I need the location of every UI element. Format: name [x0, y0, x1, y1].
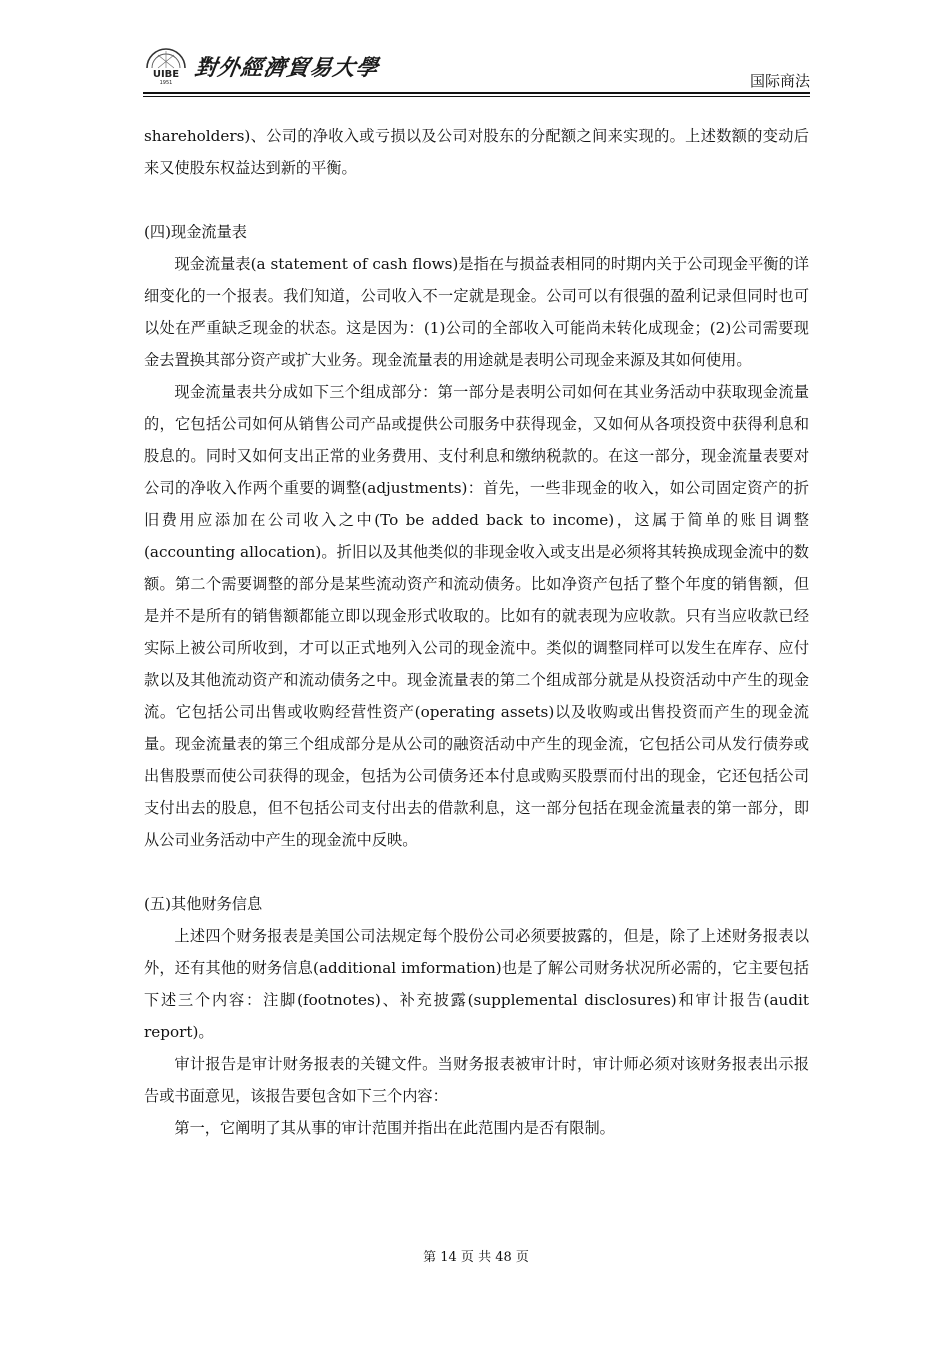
page-header	[143, 40, 810, 96]
university-name: 對外經濟貿易大學	[192, 54, 381, 81]
section-heading-other-info: (五)其他财务信息	[144, 895, 263, 913]
paragraph-audit-first: 第一，它阐明了其从事的审计范围并指出在此范围内是否有限制。	[174, 1119, 615, 1137]
paragraph-other-info: 上述四个财务报表是美国公司法规定每个股份公司必须要披露的，但是，除了上述财务报表以外，还有其他的财务信息(additional imformation)也是了解公司财务状况所必需的，它主要包括下述三个内容：注脚(footnotes)、补充披露(supplemental disclosures)和审计报告(audit report)。	[144, 927, 809, 1041]
page-number: 第 14 页 共 48 页	[423, 1250, 529, 1265]
svg-text:1951: 1951	[159, 80, 173, 86]
document-body	[144, 120, 809, 1144]
university-logo	[143, 46, 379, 86]
course-title: 国际商法	[749, 73, 810, 90]
paragraph-audit-report: 审计报告是审计财务报表的关键文件。当财务报表被审计时，审计师必须对该财务报表出示报告或书面意见，该报告要包含如下三个内容：	[144, 1055, 809, 1105]
paragraph-cash-flow-components: 现金流量表共分成如下三个组成部分：第一部分是表明公司如何在其业务活动中获取现金流量的，它包括公司如何从销售公司产品或提供公司服务中获得现金，又如何从各项投资中获得利息和股息的。同时又如何支出正常的业务费用、支付利息和缴纳税款的。在这一部分，现金流量表要对公司的净收入作两个重要的调整(adjustments)：首先，一些非现金的收入，如公司固定资产的折旧费用应添加在公司收入之中(To be added back to income)，这属于简单的账目调整(accounting allocation)。折旧以及其他类似的非现金收入或支出是必须将其转换成现金流中的数额。第二个需要调整的部分是某些流动资产和流动债务。比如净资产包括了整个年度的销售额，但是并不是所有的销售额都能立即以现金形式收取的。比如有的就表现为应收款。只有当应收款已经实际上被公司所收到，才可以正式地列入公司的现金流中。类似的调整同样可以发生在库存、应付款以及其他流动资产和流动债务之中。现金流量表的第二个组成部分就是从投资活动中产生的现金流。它包括公司出售或收购经营性资产(operating assets)以及收购或出售投资而产生的现金流量。现金流量表的第三个组成部分是从公司的融资活动中产生的现金流，它包括公司从发行债券或出售股票而使公司获得的现金，包括为公司债务还本付息或购买股票而付出的现金，它还包括公司支付出去的股息，但不包括公司支付出去的借款利息，这一部分包括在现金流量表的第一部分，即从公司业务活动中产生的现金流中反映。	[144, 383, 809, 849]
paragraph-cash-flow-definition: 现金流量表(a statement of cash flows)是指在与损益表相同的时期内关于公司现金平衡的详细变化的一个报表。我们知道，公司收入不一定就是现金。公司可以有很强的盈利记录但同时也可以处在严重缺乏现金的状态。这是因为：(1)公司的全部收入可能尚未转化成现金；(2)公司需要现金去置换其部分资产或扩大业务。现金流量表的用途就是表明公司现金来源及其如何使用。	[144, 255, 809, 369]
section-heading-cash-flow: (四)现金流量表	[144, 223, 247, 241]
header-rule	[143, 92, 810, 94]
paragraph-continuation: shareholders)、公司的净收入或亏损以及公司对股东的分配额之间来实现的。上述数额的变动后来又使股东权益达到新的平衡。	[144, 127, 809, 177]
uibe-seal-icon	[143, 46, 189, 86]
svg-text:UIBE: UIBE	[152, 69, 180, 80]
header-rule-thin	[143, 96, 810, 97]
